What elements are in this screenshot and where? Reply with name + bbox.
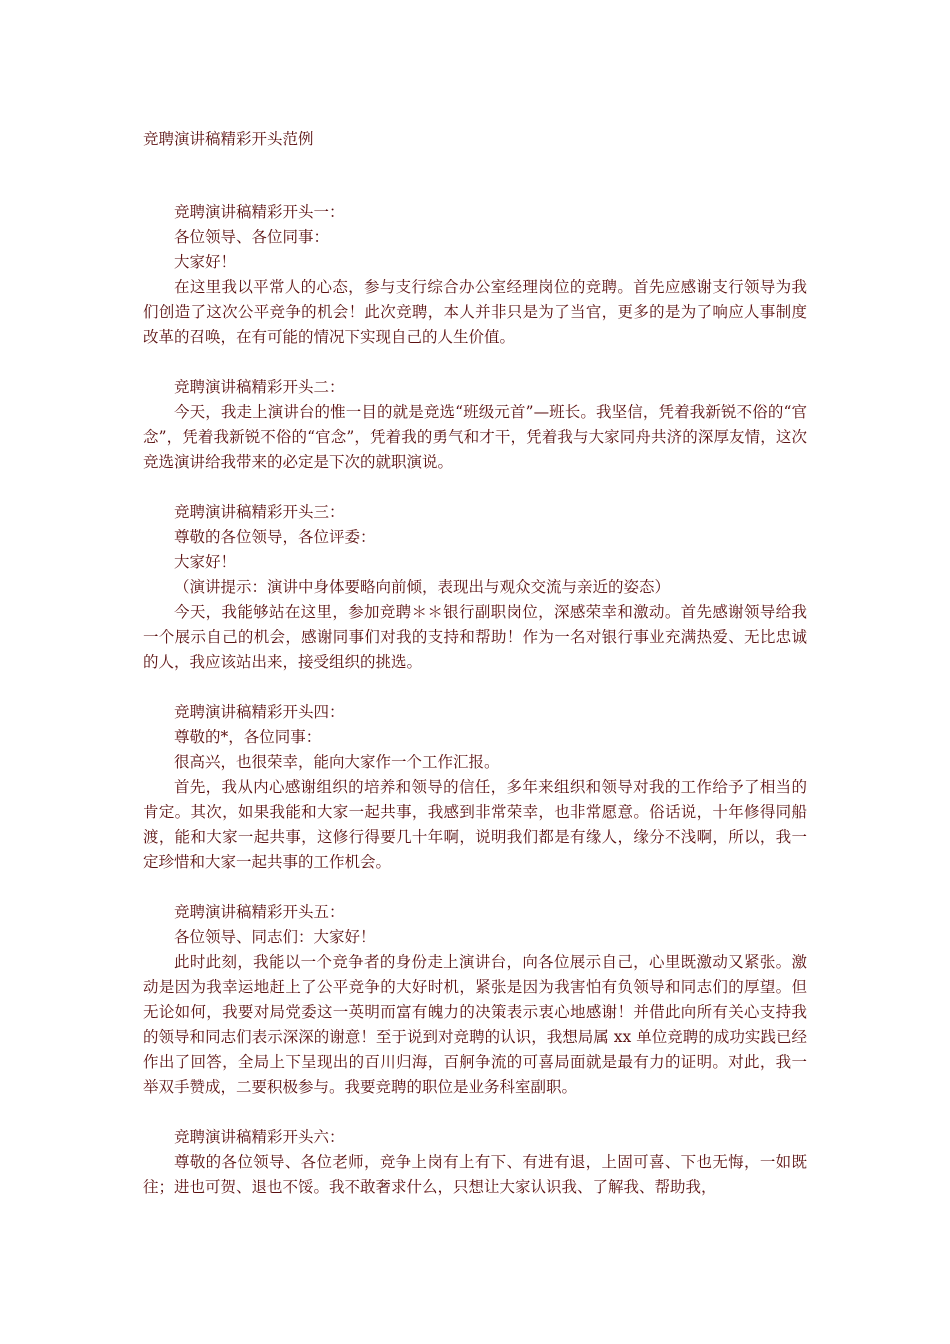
- section-divider: [143, 675, 807, 700]
- section-4-paragraph: 首先，我从内心感谢组织的培养和领导的信任，多年来组织和领导对我的工作给予了相当的肯定。其次，如果我能和大家一起共事，我感到非常荣幸，也非常愿意。俗话说，十年修得同船渡，能和大家一起共事，这修行得要几十年啊，说明我们都是有缘人，缘分不浅啊，所以，我一定珍惜和大家一起共事的工作机会。: [143, 778, 807, 871]
- section-3-paragraph: 今天，我能够站在这里，参加竞聘＊＊银行副职岗位，深感荣幸和激动。首先感谢领导给我一个展示自己的机会，感谢同事们对我的支持和帮助！作为一名对银行事业充满热爱、无比忠诚的人，我应该站出来，接受组织的挑选。: [143, 603, 807, 671]
- section-divider: [143, 350, 807, 375]
- document-title: 竞聘演讲稿精彩开头范例: [143, 130, 314, 148]
- section-6-paragraph: 尊敬的各位领导、各位老师，竞争上岗有上有下、有进有退，上固可喜、下也无悔，一如既往；进也可贺、退也不馁。我不敢奢求什么，只想让大家认识我、了解我、帮助我，: [143, 1153, 807, 1196]
- section-1-paragraph: 在这里我以平常人的心态，参与支行综合办公室经理岗位的竞聘。首先应感谢支行领导为我们创造了这次公平竞争的机会！此次竞聘，本人并非只是为了当官，更多的是为了响应人事制度改革的召唤，在有可能的情况下实现自己的人生价值。: [143, 278, 807, 346]
- section-2-paragraph: 今天，我走上演讲台的惟一目的就是竞选“班级元首”—班长。我坚信，凭着我新锐不俗的“官念”，凭着我新锐不俗的“官念”，凭着我的勇气和才干，凭着我与大家同舟共济的深厚友情，这次竞选演讲给我带来的必定是下次的就职演说。: [143, 403, 807, 471]
- section-2-heading: 竞聘演讲稿精彩开头二：: [174, 378, 345, 396]
- section-4-heading: 竞聘演讲稿精彩开头四：: [174, 703, 345, 721]
- section-divider: [143, 1100, 807, 1125]
- section-1-heading: 竞聘演讲稿精彩开头一：: [174, 203, 345, 221]
- section-5-heading: 竞聘演讲稿精彩开头五：: [174, 903, 345, 921]
- section-divider: [143, 875, 807, 900]
- section-1-greeting: 大家好！: [174, 253, 237, 271]
- section-4-intro: 很高兴，也很荣幸，能向大家作一个工作汇报。: [174, 753, 500, 771]
- section-6-heading: 竞聘演讲稿精彩开头六：: [174, 1128, 345, 1146]
- section-3-greeting: 大家好！: [174, 553, 237, 571]
- section-divider: [143, 475, 807, 500]
- section-3-salutation: 尊敬的各位领导，各位评委：: [174, 528, 376, 546]
- section-3-note: （演讲提示：演讲中身体要略向前倾，表现出与观众交流与亲近的姿态）: [174, 578, 671, 596]
- section-1-salutation: 各位领导、各位同事：: [174, 228, 330, 246]
- section-3-heading: 竞聘演讲稿精彩开头三：: [174, 503, 345, 521]
- section-5-salutation: 各位领导、同志们：大家好！: [174, 928, 376, 946]
- section-4-salutation: 尊敬的*，各位同事：: [174, 728, 322, 746]
- section-5-paragraph: 此时此刻，我能以一个竞争者的身份走上演讲台，向各位展示自己，心里既激动又紧张。激动是因为我幸运地赶上了公平竞争的大好时机，紧张是因为我害怕有负领导和同志们的厚望。但无论如何，我要对局党委这一英明而富有魄力的决策表示衷心地感谢！并借此向所有关心支持我的领导和同志们表示深深的谢意！至于说到对竞聘的认识，我想局属 xx 单位竞聘的成功实践已经作出了回答，全局上下呈现出的百川归海，百舸争流的可喜局面就是最有力的证明。对此，我一举双手赞成，二要积极参与。我要竞聘的职位是业务科室副职。: [143, 953, 807, 1096]
- document-body: [143, 200, 807, 1200]
